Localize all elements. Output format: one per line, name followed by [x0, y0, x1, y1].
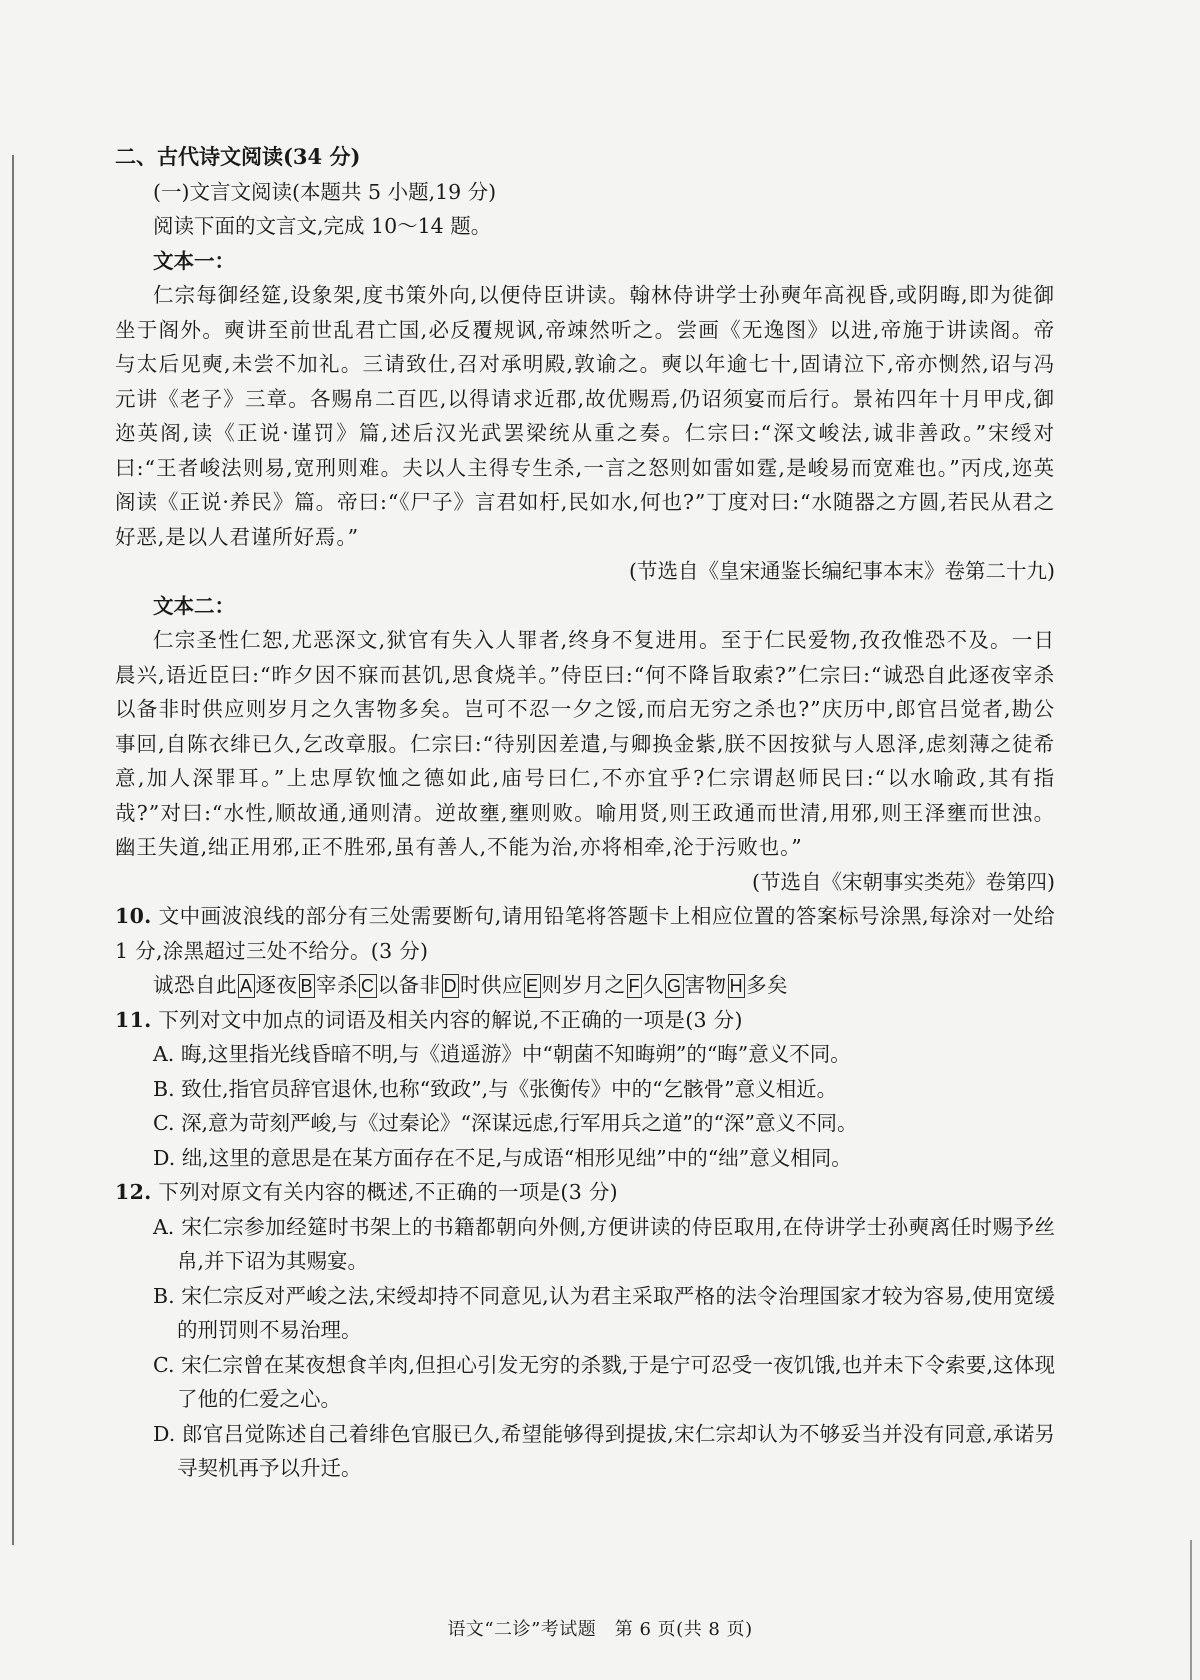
- binding-margin-line: [12, 155, 14, 1545]
- q10-segments: [115, 968, 1055, 1003]
- segment-text: 则岁月之: [541, 973, 626, 997]
- text2-label: 文本二：: [153, 593, 235, 618]
- answer-box-a: A: [240, 976, 253, 996]
- text1-label: 文本一：: [153, 248, 235, 273]
- scan-edge-line: [1190, 1540, 1192, 1680]
- section-title: 二、古代诗文阅读(34 分): [115, 144, 361, 169]
- segment-text: 逐夜: [255, 973, 298, 997]
- subsection-title: (一)文言文阅读(本题共 5 小题,19 分): [153, 179, 497, 204]
- question-number: 12.: [115, 1180, 152, 1204]
- text2-body: 仁宗圣性仁恕,尤恶深文,狱官有失入人罪者,终身不复进用。至于仁民爱物,孜孜惟恐不及。一日晨兴,语近臣曰:“昨夕因不寐而甚饥,思食烧羊。”侍臣曰:“何不降旨取索?”仁宗曰:“诚恐自此逐夜宰杀以备非时供应则岁月之久害物多矣。岂可不忍一夕之馁,而启无穷之杀也?”庆历中,郎官吕觉者,勘公事回,自陈衣绯已久,乞改章服。仁宗曰:“待别因差遣,与卿换金紫,朕不因按狱与人恩泽,虑刻薄之徒希意,加人深罪耳。”上忠厚钦恤之德如此,庙号曰仁,不亦宜乎?仁宗谓赵师民曰:“以水喻政,其有指哉?”对曰:“水性,顺故通,通则清。逆故壅,壅则败。喻用贤,则王政通而世清,用邪,则王泽壅而世浊。幽王失道,绌正用邪,正不胜邪,虽有善人,不能为治,亦将相牵,沦于污败也。”: [115, 628, 1055, 859]
- q12-option-c: C. 宋仁宗曾在某夜想食羊肉,但担心引发无穷的杀戮,于是宁可忍受一夜饥饿,也并未下令索要,这体现了他的仁爱之心。: [153, 1352, 1055, 1411]
- question-number: 11.: [115, 1007, 152, 1032]
- segment-text: 宰杀: [316, 973, 359, 997]
- segment-text: 多矣: [746, 973, 789, 997]
- instruction: 阅读下面的文言文,完成 10～14 题。: [153, 214, 492, 238]
- answer-box-e: E: [526, 976, 539, 996]
- question-10: [115, 899, 1055, 968]
- q11-option-d: D. 绌,这里的意思是在某方面存在不足,与成语“相形见绌”中的“绌”意义相同。: [153, 1145, 852, 1170]
- segment-text: 害物: [684, 973, 727, 997]
- answer-box-c: C: [361, 976, 375, 996]
- answer-box-f: F: [628, 976, 641, 996]
- segment-text: 诚恐自此: [153, 973, 237, 997]
- question-stem: 下列对原文有关内容的概述,不正确的一项是(3 分): [158, 1180, 618, 1204]
- question-number: 10.: [115, 904, 152, 928]
- text1-body: 仁宗每御经筵,设象架,度书策外向,以便侍臣讲读。翰林侍讲学士孙奭年高视昏,或阴晦,即为徙御坐于阁外。奭讲至前世乱君亡国,必反覆规讽,帝竦然听之。尝画《无逸图》以进,帝施于讲读阁。帝与太后见奭,未尝不加礼。三请致仕,召对承明殿,敦谕之。奭以年逾七十,固请泣下,帝亦恻然,诏与冯元讲《老子》三章。各赐帛二百匹,以得请求近郡,故优赐焉,仍诏须宴而后行。景祐四年十月甲戌,御迩英阁,读《正说·谨罚》篇,述后汉光武罢梁统从重之奏。仁宗曰:“深文峻法,诚非善政。”宋绶对曰:“王者峻法则易,宽刑则难。夫以人主得专生杀,一言之怒则如雷如霆,是峻易而宽难也。”丙戌,迩英阁读《正说·养民》篇。帝曰:“《尸子》言君如杅,民如水,何也?”丁度对曰:“水随器之方圆,若民从君之好恶,是以人君谨所好焉。”: [115, 283, 1055, 549]
- segment-text: 时供应: [460, 973, 524, 997]
- question-stem: 下列对文中加点的词语及相关内容的解说,不正确的一项是(3 分): [158, 1007, 743, 1032]
- q11-option-c: C. 深,意为苛刻严峻,与《过秦论》“深谋远虑,行军用兵之道”的“深”意义不同。: [153, 1111, 858, 1135]
- text2-source: (节选自《宋朝事实类苑》卷第四): [752, 869, 1055, 894]
- question-stem: 文中画波浪线的部分有三处需要断句,请用铅笔将答题卡上相应位置的答案标号涂黑,每涂对一处给 1 分,涂黑超过三处不给分。(3 分): [115, 904, 1055, 963]
- segment-text: 久: [643, 973, 665, 997]
- q12-option-a: A. 宋仁宗参加经筵时书架上的书籍都朝向外侧,方便讲读的侍臣取用,在侍讲学士孙奭离任时赐予丝帛,并下诏为其赐宴。: [153, 1214, 1055, 1273]
- answer-box-b: B: [300, 976, 314, 996]
- q12-option-d: D. 郎官吕觉陈述自己着绯色官服已久,希望能够得到提拔,宋仁宗却认为不够妥当并没有同意,承诺另寻契机再予以升迁。: [153, 1421, 1055, 1480]
- q11-option-a: A. 晦,这里指光线昏暗不明,与《逍遥游》中“朝菌不知晦朔”的“晦”意义不同。: [153, 1042, 851, 1066]
- segment-text: 以备非: [377, 973, 441, 997]
- answer-box-g: G: [667, 976, 682, 996]
- q12-option-b: B. 宋仁宗反对严峻之法,宋绶却持不同意见,认为君主采取严格的法令治理国家才较为容易,使用宽缓的刑罚则不易治理。: [153, 1283, 1055, 1342]
- answer-box-d: D: [443, 976, 458, 996]
- question-12: [115, 1175, 1055, 1210]
- page-footer: 语文“二诊”考试题 第 6 页(共 8 页): [447, 1619, 753, 1640]
- question-11: [115, 1003, 1055, 1038]
- q11-option-b: B. 致仕,指官员辞官退休,也称“致政”,与《张衡传》中的“乞骸骨”意义相近。: [153, 1076, 838, 1101]
- text1-source: (节选自《皇宋通鉴长编纪事本末》卷第二十九): [629, 559, 1055, 583]
- answer-box-h: H: [729, 976, 744, 996]
- exam-page: [115, 140, 1055, 1486]
